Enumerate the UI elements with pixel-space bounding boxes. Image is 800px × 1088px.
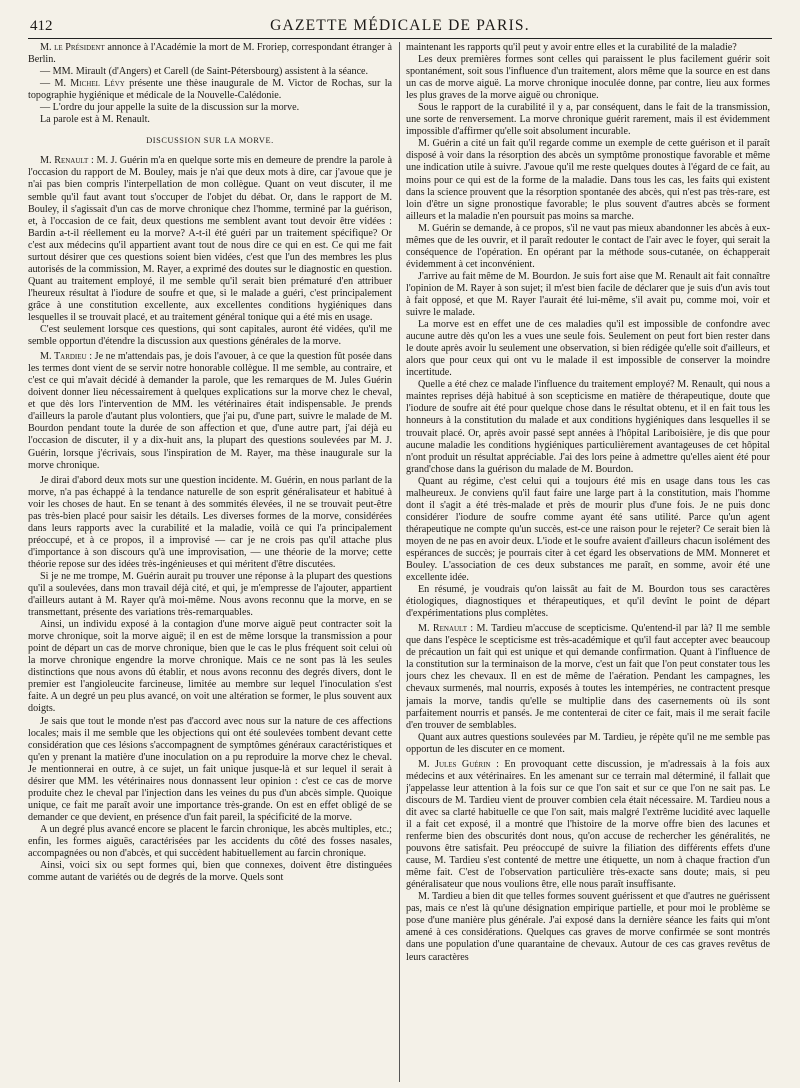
page-header bbox=[28, 16, 772, 39]
paragraph: Je sais que tout le monde n'est pas d'accord avec nous sur la nature de ces affections locales; mais il me semble que les objections qui ont été soulevées tombent devant cette considération que ces lésions s'accompagnent de symptômes généraux caractéristiques et qu'en y prenant la matière d'une inoculation on a pu reproduire la morve chez le cheval. Je mentionnerai en outre, à ce sujet, un fait unique jusque-là et sur lequel il serait à désirer que MM. les vétérinaires nous donnassent leur opinion : c'est ce cas de morve produite chez le cheval par l'injection dans les veines du pus d'un abcès simple. Quoique unique, ce fait me paraît avoir une importance très-grande. On est en effet obligé de se demander ce que devient, en présence d'un fait pareil, la spécificité de la morve. bbox=[28, 715, 392, 823]
speaker-name: M. Renault bbox=[40, 155, 89, 167]
left-column bbox=[28, 42, 392, 1082]
paragraph: M. Guérin a cité un fait qu'il regarde comme un exemple de cette guérison et il paraît disposé à voir dans la résorption des abcès un symptôme pronostique favorable et même une indication utile à suivre. J'avoue qu'il me reste quelques doutes à l'égard de ce fait, au moins pour ce qui est de la forme de la maladie. Dans tous les cas, les faits qui existent dans la science prouvent que la résorption spontanée des abcès, qui n'est pas très-rare, est loin d'être un signe pronostique favorable; le plus souvent d'autres abcès se forment ailleurs et la maladie n'en poursuit pas moins sa marche. bbox=[406, 138, 770, 222]
paragraph: Si je ne me trompe, M. Guérin aurait pu trouver une réponse à la plupart des questions qu'il a soulevées, dans mon travail déjà cité, et qui, je m'empresse de l'ajouter, appartient d'ailleurs autant à M. Rayer qu'à moi-même. Nous avons reconnu que la morve, en se transmettant, présente des variations très-remarquables. bbox=[28, 570, 392, 619]
paragraph: Sous le rapport de la curabilité il y a, par conséquent, dans le fait de la transmission, une sorte de renversement. La morve chronique guérit rarement, mais il est évidemment impossible d'affirmer qu'elle soit absolument incurable. bbox=[406, 102, 770, 138]
right-column bbox=[406, 42, 770, 1082]
column-divider bbox=[399, 42, 400, 1082]
paragraph: Quelle a été chez ce malade l'influence du traitement employé? M. Renault, qui nous a maintes reprises déjà habitué à son scepticisme en matière de thérapeutique, doute que l'iodure de soufre ait été pour quelque chose dans le résultat obtenu, et il en fait tous les honneurs à la constitution du malade et aux conditions hygiéniques dans lesquelles il se trouvait placé. Or, après avoir passé sept années à l'hôpital Lariboisière, je dis que pour aucune maladie les conditions hygiéniques particulièrement avantageuses de cet hôpital n'ont produit un résultat appréciable. J'ai des lors peine à admettre qu'elles aient été pour grand'chose dans la guérison du malade de M. Bourdon. bbox=[406, 379, 770, 475]
paragraph: M. Tardieu a bien dit que telles formes souvent guérissent et que d'autres ne guérissent pas, mais ce n'est là qu'une désignation empirique partielle, et pour moi le problème se pose d'une manière plus générale. J'ai exposé dans la dernière séance les faits qui m'ont amené à ces considérations. Quelques cas graves de morve confirmée se sont montrés dans une population d'une quarantaine de chevaux. Autour de ces cas graves revêtus de leurs caractères bbox=[406, 891, 770, 963]
speaker-name: M. Renault bbox=[418, 623, 467, 635]
paragraph-text: annonce à l'Académie la mort de M. Froriep, correspondant étranger à Berlin. bbox=[28, 42, 392, 66]
paragraph-text: : M. Tardieu m'accuse de scepticisme. Qu'entend-il par là? Il me semble que dans l'espèce le scepticisme est très-académique et qu'il faut accepter avec beaucoup de précaution un fait qui est unique et qui demande confirmation. Quant à l'influence de la constitution sur la terminaison de la morve, c'est un fait que l'on peut constater tous les jours chez les chevaux. Il en est de même de l'aération. Pendant les campagnes, les chevaux surmenés, mal nourris, exposés à toutes les intempéries, ne contractent presque jamais la morve, tandis qu'elle se multiplie dans des casernements où ils sont parfaitement nourris et pansés. Je me contenterai de citer ce fait, mais il me serait facile d'en trouver de semblables. bbox=[406, 623, 770, 731]
paragraph: Je dirai d'abord deux mots sur une question incidente. M. Guérin, en nous parlant de la morve, n'a pas échappé à la tendance naturelle de son esprit généralisateur et habitué à voir les choses de haut. En se tenant à des sommités élevées, il ne se trouvait peut-être pas très-bien placé pour saisir les détails. Les diverses formes de la morve, considérées dans leurs rapports avec la curabilité et la maladie, voilà ce qui l'a principalement préoccupé, et à ce propos, il a improvisé — car je ne crois pas qu'il attache plus d'importance à son discours qu'à une improvisation, — une théorie de la morve; cette théorie repose sur des idées très-ingénieuses et qui méritent d'être discutées. bbox=[28, 474, 392, 570]
paragraph bbox=[28, 42, 392, 66]
paragraph-text: présente une thèse inaugurale de M. Victor de Rochas, sur la topographie hygiénique et médicale de la Nouvelle-Calédonie. bbox=[28, 78, 392, 102]
page-number: 412 bbox=[30, 18, 53, 34]
paragraph bbox=[28, 155, 392, 324]
paragraph: Quant au régime, c'est celui qui a toujours été mis en usage dans tous les cas malheureux. Je conviens qu'il faut faire une large part à la constitution, mais l'homme dont il s'agit a été très-malade et près de mourir plus d'une fois. Je ne puis donc considérer l'iodure de soufre comme ayant été sans utilité. Parce qu'un agent thérapeutique ne compte qu'un succès, est-ce une raison pour le rejeter? Ce serait bien là moyen de ne pas en avoir deux. L'iode et le soufre avaient d'ailleurs chacun isolément des espérances de succès; je pourrais citer à cet égard les observations de MM. Monneret et Bouley. L'association de ces deux substances me paraît, en somme, avoir été une excellente idée. bbox=[406, 475, 770, 584]
speaker-name: M. Jules Guérin bbox=[418, 758, 491, 770]
paragraph bbox=[28, 78, 392, 102]
paragraph bbox=[28, 351, 392, 471]
paragraph: maintenant les rapports qu'il peut y avoir entre elles et la curabilité de la maladie? bbox=[406, 42, 737, 53]
paragraph: La parole est à M. Renault. bbox=[40, 114, 150, 126]
paragraph: En résumé, je voudrais qu'on laissât au fait de M. Bourdon tous ses caractères étiologiques, diagnostiques et thérapeutiques, et qu'il devînt le point de départ d'expérimentations plus complètes. bbox=[406, 584, 770, 620]
paragraph-text: : M. J. Guérin m'a en quelque sorte mis en demeure de prendre la parole à l'occasion du rapport de M. Bouley, mais je n'ai que deux mots à dire, car j'avoue que je n'ai pas bien compris l'interpellation de mon collègue. Quant on veut discuter, il me semble qu'il faut avant tout s'occuper de l'objet du débat. Or, dans le rapport de M. Bouley, il s'agissait d'un cas de morve chronique chez l'homme, terminé par la guérison, et, à l'occasion de ce fait, deux questions me semblent avant tout devoir être vidées : Bardin a-t-il réellement eu la morve? A-t-il été guéri par un traitement spécifique? Or c'est aux médecins qu'il appartient avant tout de nous dire ce qui en est. Ce qui me fait surtout désirer que ces questions soient bien vidées, c'est que l'un des membres les plus autorisés de la commission, M. Rayer, a exprimé des doutes sur le diagnostic en question. Quant au traitement employé, il me semble qu'il serait bien prématuré d'en attribuer l'heureux résultat à l'iodure de soufre et que, si le malade a guéri, c'est principalement grâce à une constitution excellente, aux excellentes conditions hygiéniques dans lesquelles il se trouvait placé, et au traitement général tonique qui a été mis en usage. bbox=[28, 155, 392, 323]
paragraph-text: : En provoquant cette discussion, je m'adressais à la fois aux médecins et aux vétérinaires. En les amenant sur ce terrain mal déterminé, il fallait que j'appelasse leur attention à la fois sur ce que l'on sait et sur ce que l'on ne sait pas. Le discours de M. Tardieu vient de prouver combien cela était nécessaire. M. Tardieu nous a dit avec sa clarté habituelle ce que l'on sait, mais malgré l'extrême lucidité avec laquelle il a fait cet exposé, il a montré que l'histoire de la morve offre bien des lacunes et renferme bien des obscurités dont nous, qu'on accuse de rechercher les généralités, ne pouvons être satisfait. Peu préoccupé de suivre la filiation des différents effets d'une cause, M. Tardieu s'est contenté de mettre une étiquette, un nom à chaque fraction d'un même fait. C'est de l'observation particulière très-exacte sans doute; mais, si peu généralisateur que nous voulions être, elle nous paraît insuffisante. bbox=[406, 758, 770, 891]
paragraph: Quant aux autres questions soulevées par M. Tardieu, je répète qu'il ne me semble pas opportun de les discuter en ce moment. bbox=[406, 731, 770, 755]
paragraph: C'est seulement lorsque ces questions, qui sont capitales, auront été vidées, qu'il me semble opportun d'étendre la discussion aux questions générales de la morve. bbox=[28, 324, 392, 348]
paragraph: — L'ordre du jour appelle la suite de la discussion sur la morve. bbox=[40, 102, 300, 114]
paragraph-text: : Je ne m'attendais pas, je dois l'avouer, à ce que la question fût posée dans les termes dont vient de se servir notre honorable collègue. Il me semble, au contraire, et c'est ce qui m'avait décidé à demander la parole, que les remarques de M. Jules Guérin doivent donner lieu nécessairement à quelques explications sur la morve chez le cheval, et que dès lors l'intervention de MM. les vétérinaires était indispensable. Je prends d'ailleurs la parole d'autant plus volontiers, que j'ai pu, d'une part, suivre le malade de M. Bourdon pendant toute la durée de son affection et que, d'une autre part, j'ai déjà eu l'occasion de discuter, il y a dix-huit ans, la plupart des questions soulevées par M. J. Guérin, lorsque j'écrivais, sous l'inspiration de M. Rayer, ma thèse inaugurale sur la morve chronique. bbox=[28, 351, 392, 471]
paragraph: La morve est en effet une de ces maladies qu'il est impossible de confondre avec aucune autre dès qu'on les a vues une seule fois. Seulement on peut fort bien rester dans le doute après avoir lu seulement une observation, si bien rédigée qu'elle soit d'ailleurs, et alors que pour ceux qui ont vu le malade il est impossible de conserver la moindre incertitude. bbox=[406, 319, 770, 379]
paragraph: Les deux premières formes sont celles qui paraissent le plus facilement guérir soit spontanément, soit sous l'influence d'un traitement, alors même que la source en est dans un cas de morve aiguë. La morve chronique inoculée donne, par contre, lieu aux formes les plus graves de la morve aiguë ou chronique. bbox=[406, 54, 770, 102]
paragraph: A un degré plus avancé encore se placent le farcin chronique, les abcès multiples, etc.; enfin, les formes aiguës, caractérisées par les accidents du côté des fosses nasales, accompagnées ou non d'abcès, et qui succèdent habituellement au farcin chronique. bbox=[28, 823, 392, 860]
speaker-name: — M. Michel Lévy bbox=[40, 78, 125, 90]
paragraph: J'arrive au fait même de M. Bourdon. Je suis fort aise que M. Renault ait fait connaître l'opinion de M. Rayer à son sujet; il m'est bien facile de déclarer que je suis d'un avis tout à fait opposé, et que M. Rayer l'aurait été lui-même, s'il avait pu, comme moi, voir et suivre le malade. bbox=[406, 270, 770, 319]
paragraph bbox=[406, 759, 770, 892]
section-heading: DISCUSSION SUR LA MORVE. bbox=[146, 136, 274, 146]
speaker-name: M. le Président bbox=[40, 42, 105, 53]
speaker-name: M. Tardieu bbox=[40, 351, 87, 363]
paragraph: M. Guérin se demande, à ce propos, s'il ne vaut pas mieux abandonner les abcès à eux-mêmes que de les ouvrir, et il paraît redouter le contact de l'air avec le foyer, qui serait la conséquence de l'opération. En opérant par la méthode sous-cutanée, on échapperait évidemment à cet inconvénient. bbox=[406, 222, 770, 270]
paragraph: — MM. Mirault (d'Angers) et Carell (de Saint-Pétersbourg) assistent à la séance. bbox=[40, 66, 369, 78]
paragraph: Ainsi, un individu exposé à la contagion d'une morve aiguë peut contracter soit la morve chronique, soit la morve aiguë; il en est de même lorsque la transmission a pour point de départ un cas de morve chronique, bien que le cas le plus fréquent soit celui où la morve chronique engendre la morve chronique. Mais ce ne sont pas là les seules distinctions que nous avons dû établir, et nous avons reconnu des degrés divers, dont le premier est l'angioleucite farcineuse, limitée au membre sur lequel l'inoculation s'est faite. A un degré un peu plus avancé, on voit une altération se former, le plus souvent aux doigts. bbox=[28, 619, 392, 715]
journal-title: GAZETTE MÉDICALE DE PARIS. bbox=[270, 17, 530, 34]
paragraph bbox=[406, 623, 770, 731]
paragraph: Ainsi, voici six ou sept formes qui, bien que connexes, doivent être distinguées comme autant de variétés ou de degrés de la morve. Quels sont bbox=[28, 860, 392, 884]
